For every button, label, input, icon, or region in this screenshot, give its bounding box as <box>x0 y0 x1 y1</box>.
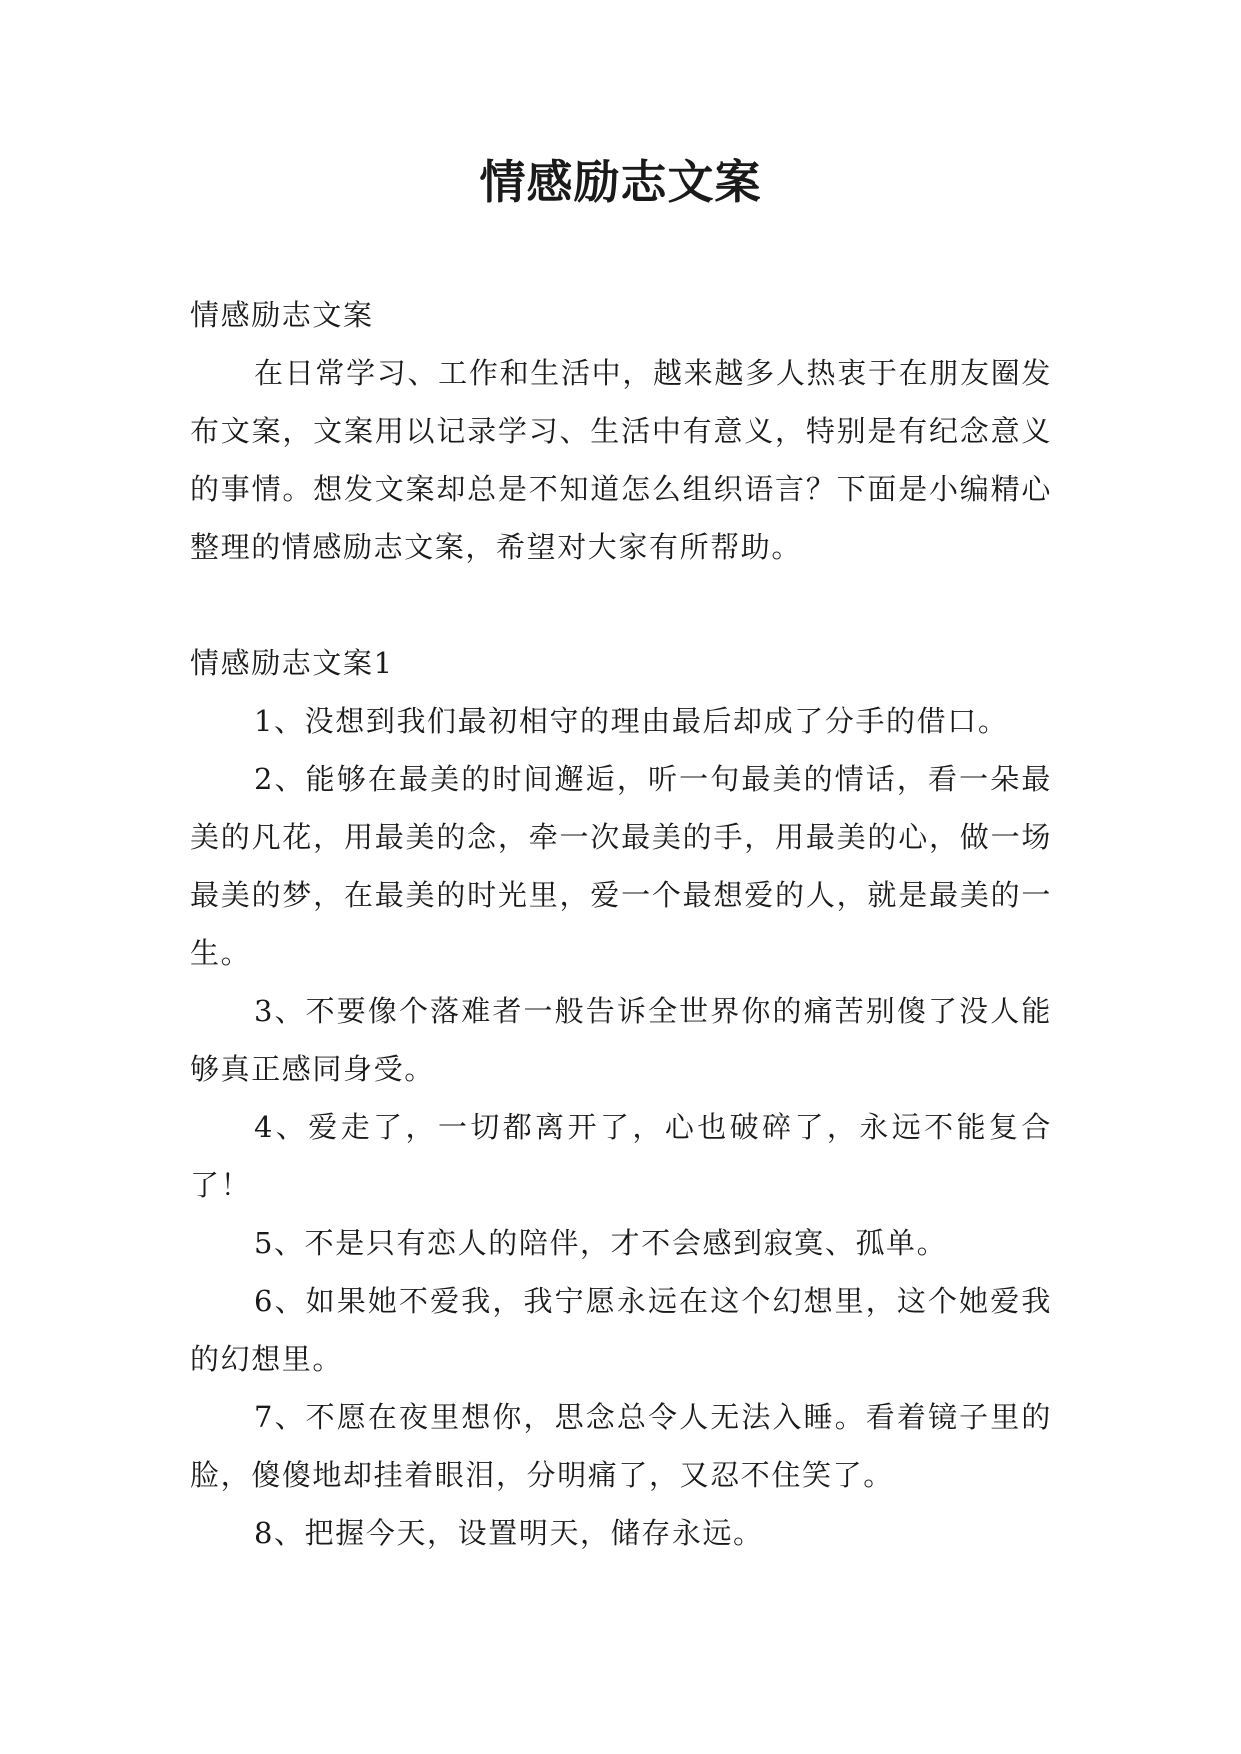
document-heading: 情感励志文案 <box>190 298 374 332</box>
list-item: 3、不要像个落难者一般告诉全世界你的痛苦别傻了没人能够真正感同身受。 <box>190 994 1052 1086</box>
list-item: 4、爱走了，一切都离开了，心也破碎了，永远不能复合了！ <box>190 1110 1052 1202</box>
list-item: 6、如果她不爱我，我宁愿永远在这个幻想里，这个她爱我的幻想里。 <box>190 1284 1052 1376</box>
intro-paragraph: 在日常学习、工作和生活中，越来越多人热衷于在朋友圈发布文案，文案用以记录学习、生活中有意义，特别是有纪念意义的事情。想发文案却总是不知道怎么组织语言？下面是小编精心整理的情感励志文案，希望对大家有所帮助。 <box>190 356 1052 564</box>
list-item: 7、不愿在夜里想你，思念总令人无法入睡。看着镜子里的脸，傻傻地却挂着眼泪，分明痛了，又忍不住笑了。 <box>190 1400 1052 1492</box>
document-title: 情感励志文案 <box>479 155 762 209</box>
section-title: 情感励志文案1 <box>190 646 394 680</box>
spacer <box>190 576 1052 634</box>
list-item: 1、没想到我们最初相守的理由最后却成了分手的借口。 <box>254 704 1009 738</box>
list-item: 8、把握今天，设置明天，储存永远。 <box>254 1516 764 1550</box>
document-body <box>190 286 1052 1562</box>
list-item: 2、能够在最美的时间邂逅，听一句最美的情话，看一朵最美的凡花，用最美的念，牵一次最美的手，用最美的心，做一场最美的梦，在最美的时光里，爱一个最想爱的人，就是最美的一生。 <box>190 762 1052 970</box>
list-item: 5、不是只有恋人的陪伴，才不会感到寂寞、孤单。 <box>254 1226 948 1260</box>
